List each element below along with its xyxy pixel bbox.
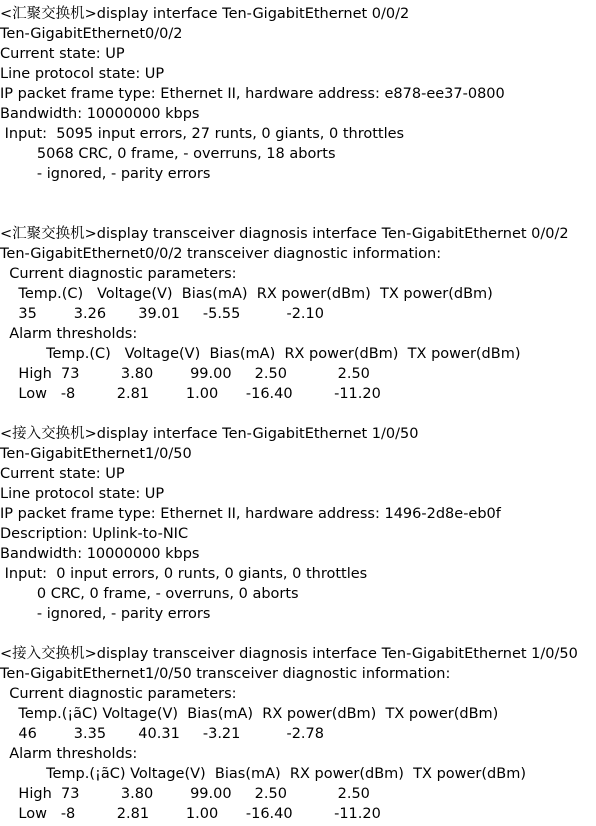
- table-header-line: Temp.(C) Voltage(V) Bias(mA) RX power(dBm) TX power(dBm): [0, 286, 493, 302]
- output-line: IP packet frame type: Ethernet II, hardware address: e878-ee37-0800: [0, 86, 505, 102]
- table-row-line: High 73 3.80 99.00 2.50 2.50: [0, 786, 370, 802]
- output-line: Alarm thresholds:: [0, 326, 138, 342]
- output-line: IP packet frame type: Ethernet II, hardware address: 1496-2d8e-eb0f: [0, 506, 501, 522]
- table-row-line: Low -8 2.81 1.00 -16.40 -11.20: [0, 806, 381, 822]
- blank-line: [0, 404, 596, 424]
- table-header-line: Temp.(¡ãC) Voltage(V) Bias(mA) RX power(dBm) TX power(dBm): [0, 706, 499, 722]
- table-row-line: 46 3.35 40.31 -3.21 -2.78: [0, 726, 324, 742]
- output-line: Input: 0 input errors, 0 runts, 0 giants, 0 throttles: [0, 566, 368, 582]
- terminal-output[interactable]: [0, 4, 596, 824]
- output-line: Line protocol state: UP: [0, 66, 165, 82]
- output-line: Bandwidth: 10000000 kbps: [0, 106, 200, 122]
- command-line: <接入交换机>display interface Ten-GigabitEthernet 1/0/50: [0, 426, 419, 442]
- command-line: <汇聚交换机>display interface Ten-GigabitEthernet 0/0/2: [0, 6, 410, 22]
- output-line: Description: Uplink-to-NIC: [0, 526, 189, 542]
- table-row-line: High 73 3.80 99.00 2.50 2.50: [0, 366, 370, 382]
- output-line: Input: 5095 input errors, 27 runts, 0 giants, 0 throttles: [0, 126, 405, 142]
- table-row-line: 35 3.26 39.01 -5.55 -2.10: [0, 306, 324, 322]
- table-header-line: Temp.(¡ãC) Voltage(V) Bias(mA) RX power(dBm) TX power(dBm): [0, 766, 526, 782]
- blank-line: [0, 184, 596, 204]
- output-line: 5068 CRC, 0 frame, - overruns, 18 aborts: [0, 146, 336, 162]
- table-header-line: Temp.(C) Voltage(V) Bias(mA) RX power(dBm) TX power(dBm): [0, 346, 521, 362]
- command-line: <接入交换机>display transceiver diagnosis interface Ten-GigabitEthernet 1/0/50: [0, 646, 578, 662]
- output-line: Bandwidth: 10000000 kbps: [0, 546, 200, 562]
- output-line: Ten-GigabitEthernet1/0/50 transceiver diagnostic information:: [0, 666, 451, 682]
- output-line: Ten-GigabitEthernet0/0/2: [0, 26, 183, 42]
- command-line: <汇聚交换机>display transceiver diagnosis interface Ten-GigabitEthernet 0/0/2: [0, 226, 569, 242]
- blank-line: [0, 204, 596, 224]
- output-line: Current diagnostic parameters:: [0, 686, 237, 702]
- output-line: Current diagnostic parameters:: [0, 266, 237, 282]
- output-line: 0 CRC, 0 frame, - overruns, 0 aborts: [0, 586, 299, 602]
- output-line: - ignored, - parity errors: [0, 606, 211, 622]
- output-line: Line protocol state: UP: [0, 486, 165, 502]
- output-line: Current state: UP: [0, 46, 125, 62]
- output-line: Current state: UP: [0, 466, 125, 482]
- table-row-line: Low -8 2.81 1.00 -16.40 -11.20: [0, 386, 381, 402]
- output-line: Ten-GigabitEthernet1/0/50: [0, 446, 192, 462]
- output-line: Ten-GigabitEthernet0/0/2 transceiver diagnostic information:: [0, 246, 442, 262]
- output-line: - ignored, - parity errors: [0, 166, 211, 182]
- blank-line: [0, 624, 596, 644]
- output-line: Alarm thresholds:: [0, 746, 138, 762]
